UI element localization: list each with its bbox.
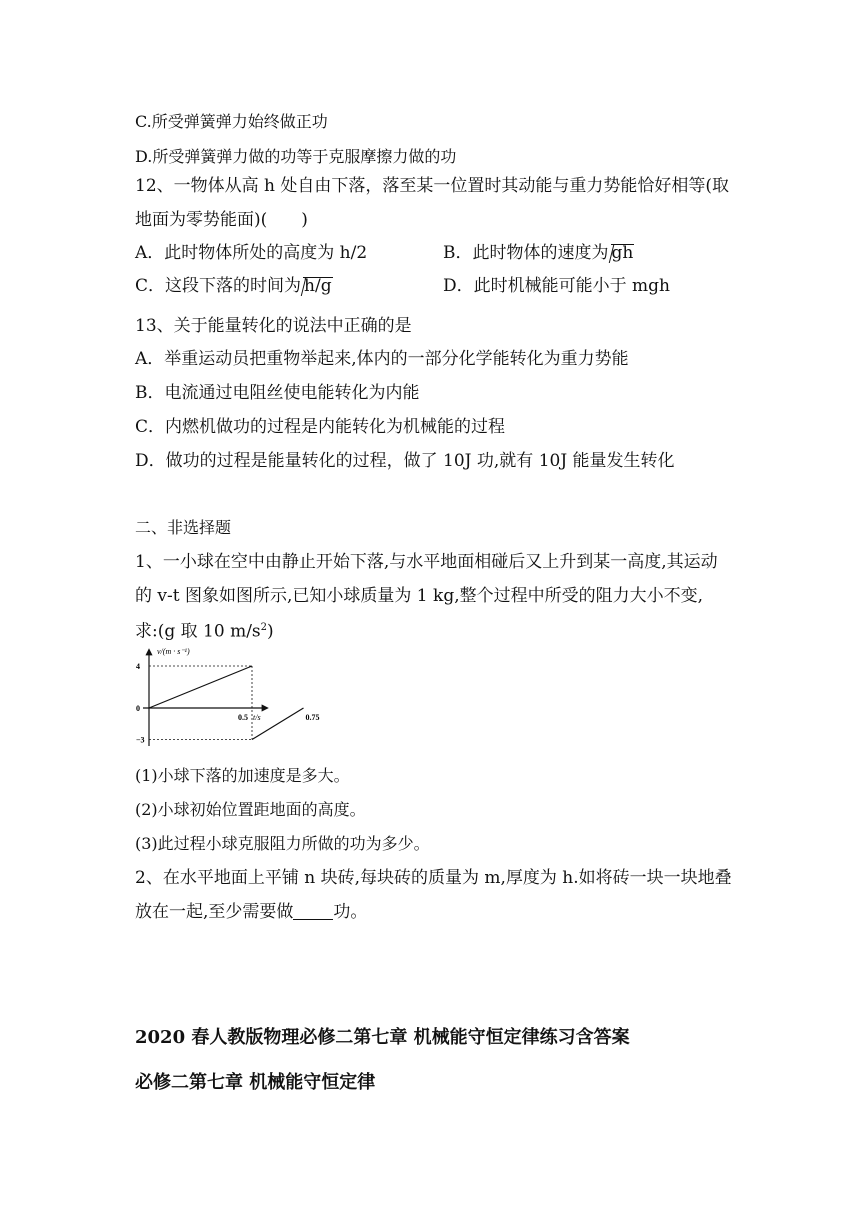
q12-option-c: C．这段下落的时间为 h/g — [135, 276, 332, 296]
problem1-line3: 求:(g 取 10 $m/s^2$) — [135, 621, 274, 642]
q13-option-c: C．内燃机做功的过程是内能转化为机械能的过程 — [135, 417, 506, 437]
q13-stem: 13、关于能量转化的说法中正确的是 — [135, 316, 412, 336]
problem1-line1: 1、一小球在空中由静止开始下落,与水平地面相碰后又上升到某一高度,其运动 — [135, 552, 718, 572]
y-tick-label: 4 — [136, 662, 140, 671]
q12-option-d: D．此时机械能可能小于 mgh — [443, 276, 670, 296]
q13-option-b: B．电流通过电阻丝使电能转化为内能 — [135, 383, 420, 403]
section-heading: 二、非选择题 — [135, 518, 232, 537]
x-axis-label: t/s — [253, 713, 261, 722]
q13-option-a: A．举重运动员把重物举起来,体内的一部分化学能转化为重力势能 — [135, 349, 629, 369]
sqrt-h-over-g: h/g — [304, 276, 332, 296]
q12-stem-line2: 地面为零势能面)( ) — [135, 210, 308, 230]
sqrt-gh: gh — [611, 243, 634, 263]
subquestion-3: (3)此过程小球克服阻力所做的功为多少。 — [135, 834, 430, 853]
y-axis-label: v/(m · s⁻¹) — [157, 647, 190, 656]
subquestion-2: (2)小球初始位置距地面的高度。 — [135, 800, 366, 819]
q11-option-c: C.所受弹簧弹力始终做正功 — [135, 112, 328, 131]
q12-option-a: A．此时物体所处的高度为 h/2 — [135, 243, 368, 263]
answer-blank[interactable] — [293, 903, 333, 920]
q13-option-d: D．做功的过程是能量转化的过程，做了 10J 功,就有 10J 能量发生转化 — [135, 451, 675, 471]
chapter-subtitle: 必修二第七章 机械能守恒定律 — [135, 1072, 376, 1093]
y-tick-label: 0 — [136, 704, 140, 713]
subquestion-1: (1)小球下落的加速度是多大。 — [135, 766, 350, 785]
q11-option-d: D.所受弹簧弹力做的功等于克服摩擦力做的功 — [135, 147, 457, 166]
x-tick-label: 0.75 — [305, 713, 320, 722]
problem1-line2: 的 v-t 图象如图所示,已知小球质量为 1 kg,整个过程中所受的阻力大小不变, — [135, 586, 704, 606]
q12-option-b: B．此时物体的速度为 gh — [443, 243, 634, 263]
q12-options-row2 — [135, 276, 670, 296]
q12-stem-line1: 12、一物体从高 h 处自由下落，落至某一位置时其动能与重力势能恰好相等(取 — [135, 176, 730, 196]
document-title: 2020 春人教版物理必修二第七章 机械能守恒定律练习含答案 — [135, 1027, 630, 1048]
problem2-line2: 放在一起,至少需要做 功。 — [135, 902, 368, 922]
vt-graph — [135, 644, 320, 749]
y-tick-label: −3 — [136, 735, 145, 745]
q12-options-row1 — [135, 243, 634, 263]
x-tick-label: 0.5 — [238, 713, 248, 722]
problem2-line1: 2、在水平地面上平铺 n 块砖,每块砖的质量为 m,厚度为 h.如将砖一块一块地叠 — [135, 868, 732, 888]
series-line-1 — [149, 666, 252, 708]
